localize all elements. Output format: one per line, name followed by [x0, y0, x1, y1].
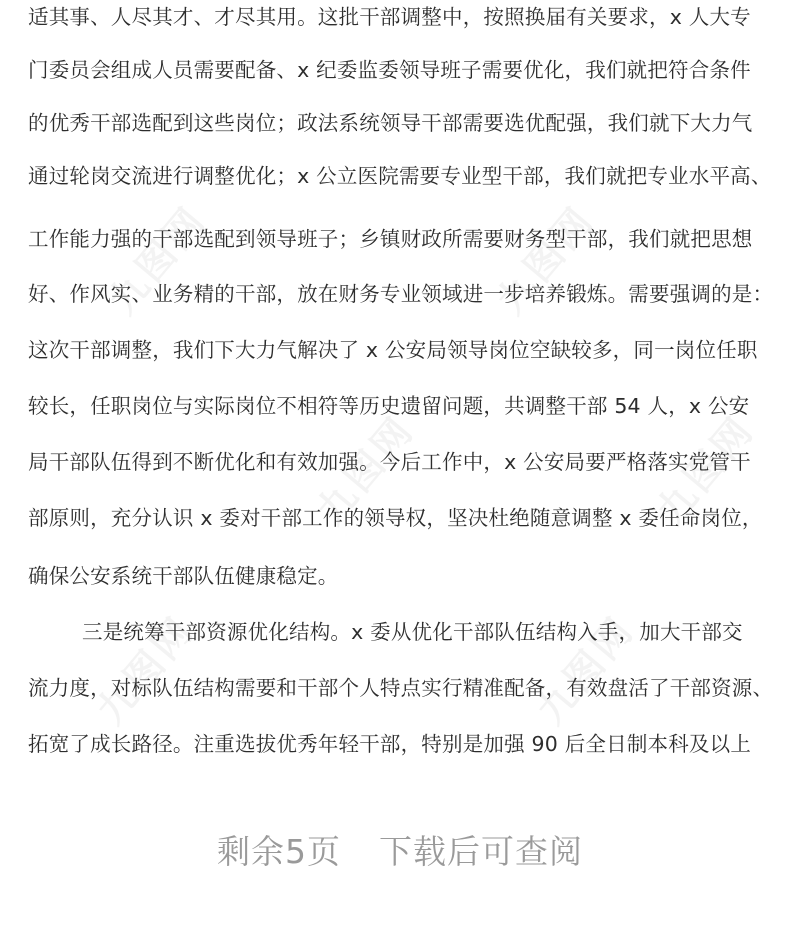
document-line: 部原则，充分认识 x 委对干部工作的领导权，坚决杜绝随意调整 x 委任命岗位，	[28, 506, 763, 530]
document-line: 门委员会组成人员需要配备、x 纪委监委领导班子需要优化，我们就把符合条件	[28, 58, 751, 82]
download-to-view-label: 下载后可查阅	[379, 832, 583, 871]
watermark: 九图网	[488, 197, 604, 323]
watermark: 九图网	[648, 407, 764, 533]
watermark: 九图网	[308, 407, 424, 533]
paragraph-first-line: 三是统筹干部资源优化结构。x 委从优化干部队伍结构入手，加大干部交	[82, 620, 743, 644]
document-line: 流力度，对标队伍结构需要和干部个人特点实行精准配备，有效盘活了干部资源、	[28, 676, 774, 700]
document-line: 的优秀干部选配到这些岗位；政法系统领导干部需要选优配强，我们就下大力气	[28, 111, 753, 135]
document-line: 这次干部调整，我们下大力气解决了 x 公安局领导岗位空缺较多，同一岗位任职	[28, 338, 758, 362]
document-line: 拓宽了成长路径。注重选拔优秀年轻干部，特别是加强 90 后全日制本科及以上	[28, 732, 752, 756]
watermark: 九图网	[528, 607, 644, 733]
document-line: 确保公安系统干部队伍健康稳定。	[28, 564, 339, 588]
document-line: 通过轮岗交流进行调整优化；x 公立医院需要专业型干部，我们就把专业水平高、	[28, 164, 772, 188]
remaining-pages-count: 剩余5页	[217, 832, 341, 871]
document-line: 好、作风实、业务精的干部，放在财务专业领域进一步培养锻炼。需要强调的是：	[28, 282, 774, 306]
watermark: 九图网	[100, 197, 216, 323]
document-line: 局干部队伍得到不断优化和有效加强。今后工作中，x 公安局要严格落实党管干	[28, 450, 751, 474]
document-line: 工作能力强的干部选配到领导班子；乡镇财政所需要财务型干部，我们就把思想	[28, 227, 753, 251]
document-line: 适其事、人尽其才、才尽其用。这批干部调整中，按照换届有关要求，x 人大专	[28, 5, 751, 29]
remaining-pages-banner[interactable]	[0, 826, 800, 878]
document-line: 较长，任职岗位与实际岗位不相符等历史遗留问题，共调整干部 54 人，x 公安	[28, 394, 750, 418]
watermark: 九图网	[88, 607, 204, 733]
